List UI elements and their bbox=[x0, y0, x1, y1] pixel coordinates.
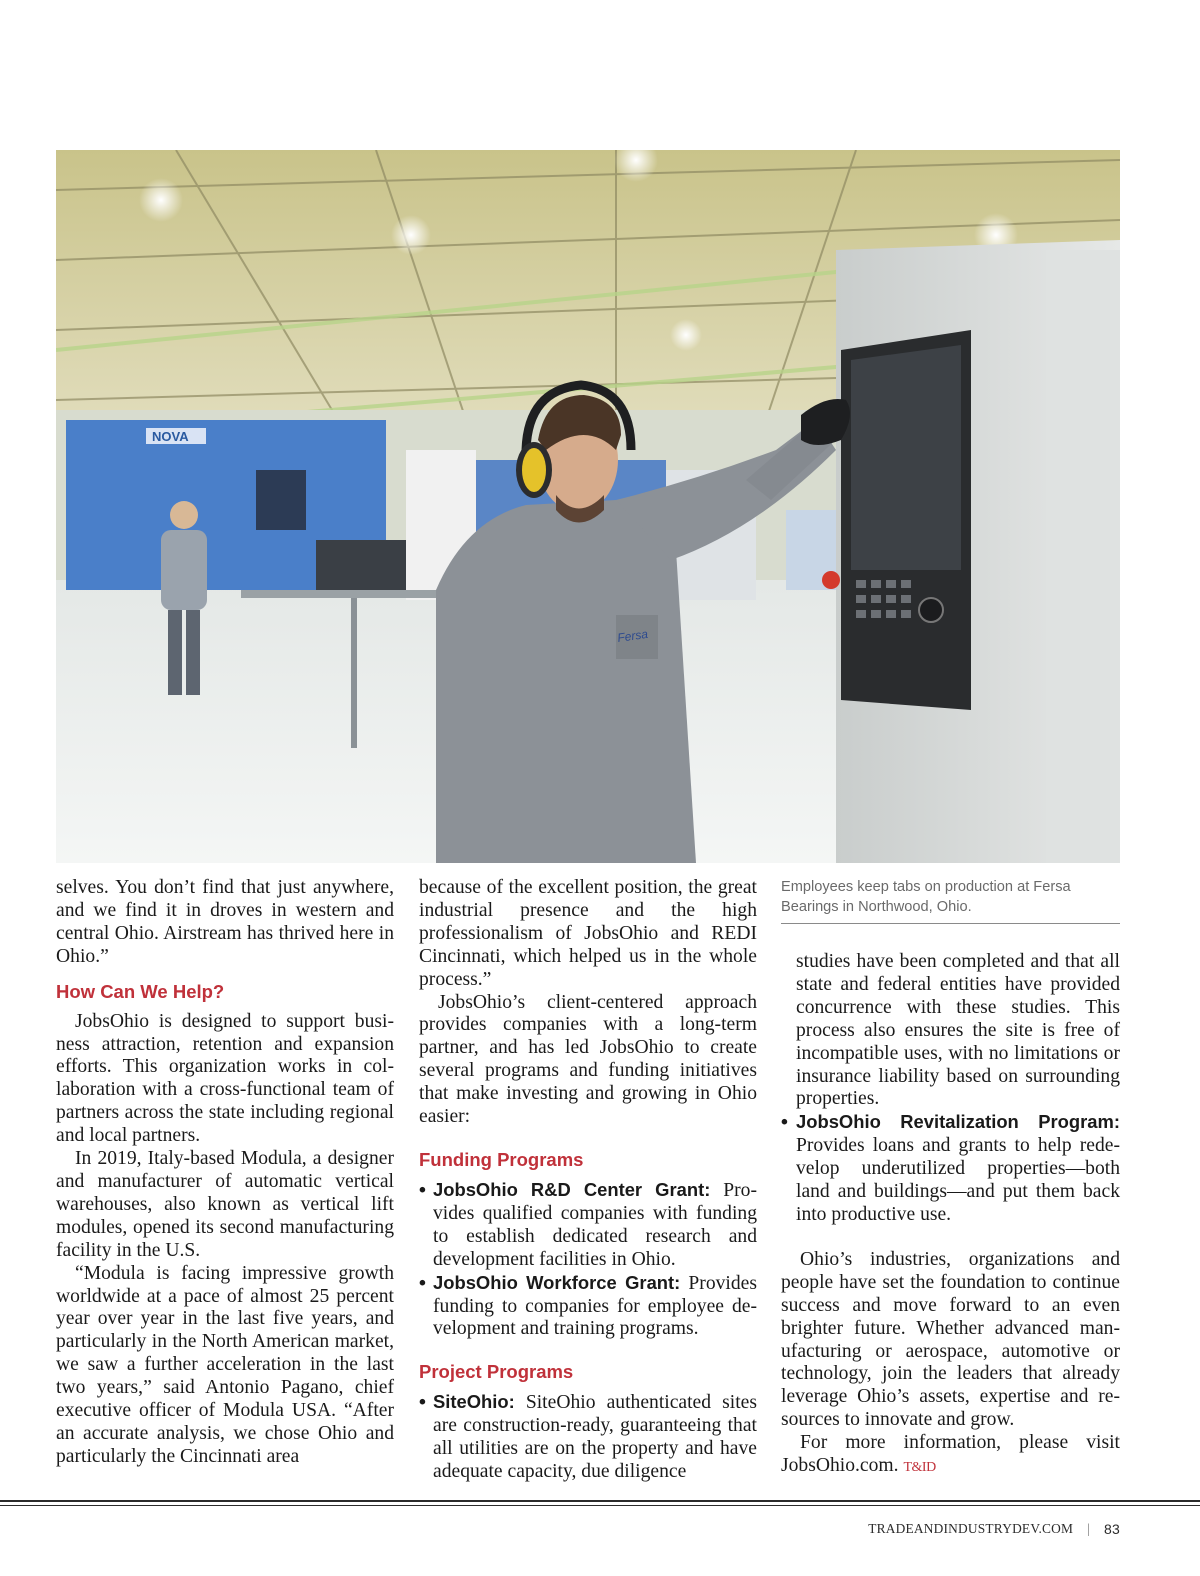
list-item bbox=[419, 1391, 757, 1484]
list-item bbox=[419, 1179, 757, 1272]
program-name: JobsOhio Revitalization Program: bbox=[796, 1111, 1120, 1133]
program-description: studies have been completed and that all state and federal entities have provided concurrence with these studies. This process also ensures the site is free of incompatible uses, with no limitations or insurance liability based on surrounding properties. bbox=[796, 951, 1120, 1110]
program-name: JobsOhio R&D Center Grant: bbox=[433, 1178, 711, 1200]
machine-brand-label: NOVA bbox=[152, 429, 189, 444]
program-description: Provides qualified companies with funding to establish dedicated research and development facilities in Ohio. bbox=[433, 1179, 757, 1270]
text-column-3 bbox=[781, 877, 1120, 1480]
program-name: JobsOhio Workforce Grant: bbox=[433, 1271, 681, 1293]
page-footer bbox=[868, 1521, 1120, 1537]
subhead-project-programs: Project Programs bbox=[419, 1361, 574, 1383]
photo-caption: Employees keep tabs on production at Fersa Bearings in Northwood, Ohio. bbox=[781, 877, 1120, 924]
footer-separator: | bbox=[1087, 1521, 1091, 1536]
program-description: Provides funding to companies for employee development and training programs. bbox=[433, 1272, 757, 1340]
feature-photo bbox=[56, 150, 1120, 863]
project-programs-list bbox=[419, 1391, 757, 1484]
list-item-continued bbox=[781, 951, 1120, 1111]
factory-worker-illustration bbox=[56, 150, 1120, 863]
closing-text: For more information, please visit JobsOhio.com. bbox=[781, 1432, 1120, 1477]
body-paragraph: Ohio’s industries, organizations and people have set the foundation to continue success and move forward to an even brighter future. Whether advanced manufacturing or aerospace, automotive or technology, join the leaders that already leverage Ohio’s assets, expertise and resources to innovate and grow. bbox=[781, 1248, 1120, 1431]
footer-site-link[interactable]: TRADEANDINDUSTRYDEV.COM bbox=[868, 1521, 1074, 1536]
page-number: 83 bbox=[1104, 1521, 1120, 1537]
text-column-2 bbox=[419, 877, 757, 1484]
body-paragraph: JobsOhio is designed to support business attraction, retention and expansion efforts. This organization works in collaboration with a cross-functional team of partners across the state including regional and local partners. bbox=[56, 1010, 394, 1147]
footer-rule bbox=[0, 1500, 1200, 1502]
program-name: SiteOhio: bbox=[433, 1391, 515, 1413]
end-mark: T&ID bbox=[903, 1460, 936, 1476]
subhead-how-can-we-help: How Can We Help? bbox=[56, 980, 225, 1002]
project-programs-list-continued bbox=[781, 951, 1120, 1227]
footer-rule-thin bbox=[0, 1505, 1200, 1506]
body-paragraph: because of the excellent position, the great industrial presence and the high professionalism of JobsOhio and REDI Cincinnati, which helped us in the whole process.” bbox=[419, 877, 757, 990]
program-description: SiteOhio authenticated sites are construction-ready, guaranteeing that all utilities are on the property and have adequate capacity, due diligence bbox=[433, 1392, 757, 1483]
body-paragraph bbox=[781, 1432, 1120, 1480]
funding-programs-list bbox=[419, 1179, 757, 1341]
list-item bbox=[781, 1111, 1120, 1227]
program-description: Provides loans and grants to help redevelop underutilized properties—both land and buildings—and put them back into productive use. bbox=[796, 1135, 1120, 1225]
body-paragraph: selves. You don’t find that just anywhere, and we find it in droves in western and central Ohio. Airstream has thrived here in Ohio.” bbox=[56, 877, 394, 967]
shirt-logo-label: Fersa bbox=[616, 626, 649, 645]
body-paragraph: In 2019, Italy-based Modula, a designer and manufacturer of automatic vertical warehouses, also known as vertical lift modules, opened its second manufacturing facility in the U.S. bbox=[56, 1148, 394, 1261]
body-paragraph: “Modula is facing impressive growth worldwide at a pace of almost 25 percent year over year in the last five years, and particularly in the North American market, we saw a further acceleration in the last two years,” said Antonio Pagano, chief executive officer of Modula USA. “After an accurate analysis, we chose Ohio and particularly the Cincinnati area bbox=[56, 1262, 394, 1467]
body-paragraph: JobsOhio’s client-centered approach provides companies with a long-term partner, and has led JobsOhio to create several programs and funding initiatives that make investing and growing in Ohio easier: bbox=[419, 991, 757, 1128]
subhead-funding-programs: Funding Programs bbox=[419, 1148, 584, 1170]
text-column-1 bbox=[56, 877, 394, 1469]
list-item bbox=[419, 1272, 757, 1342]
